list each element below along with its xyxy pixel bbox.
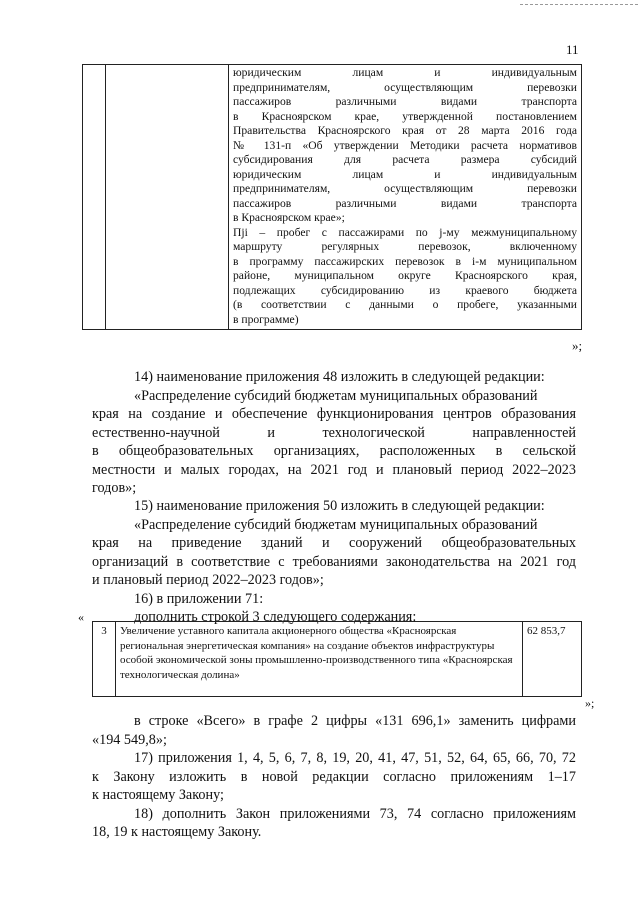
text-line: «Распределение субсидий бюджетам муниципальных образований bbox=[134, 516, 538, 533]
text-line: в строке «Всего» в графе 2 цифры «131 696,1» заменить цифрами bbox=[134, 713, 576, 729]
definition-line: в программе) bbox=[233, 312, 299, 326]
text-line: в общеобразовательных организациях, расположенных в сельской bbox=[92, 443, 576, 459]
definition-line: Правительства Красноярского края от 28 марта 2016 года bbox=[233, 124, 577, 137]
definition-line: в Красноярском крае, утвержденной постановлением bbox=[233, 109, 577, 123]
text-line: годов»; bbox=[92, 480, 137, 496]
table-cell-definitions bbox=[229, 65, 582, 330]
text-line: 14) наименование приложения 48 изложить в следующей редакции: bbox=[134, 369, 545, 385]
text-line: 16) в приложении 71: bbox=[134, 590, 264, 607]
definition-line: пассажиров различными видами транспорта bbox=[233, 196, 577, 210]
definition-line: в программу пассажирских перевозок в i-м муниципальном bbox=[233, 254, 577, 268]
text-line: 17) приложения 1, 4, 5, 6, 7, 8, 19, 20, 41, 47, 51, 52, 64, 65, 66, 70, 72 bbox=[134, 750, 576, 766]
text-line: организаций в соответствие с требованиями законодательства на 2021 год bbox=[92, 553, 576, 570]
definition-line: № 131-п «Об утверждении Методики расчета нормативов bbox=[233, 138, 577, 152]
text-line: «Распределение субсидий бюджетам муниципальных образований bbox=[134, 387, 538, 404]
closing-quote: »; bbox=[572, 338, 583, 353]
text-line: местности и малых городах, на 2021 год и плановый период 2022–2023 bbox=[92, 461, 576, 478]
definition-line: подлежащих субсидированию из краевого бюджета bbox=[233, 283, 577, 297]
definition-line: маршруту регулярных перевозок, включенному bbox=[233, 240, 577, 253]
text-line: и плановый период 2022–2023 годов»; bbox=[92, 572, 324, 588]
definition-line: предпринимателям, осуществляющим перевозки bbox=[233, 182, 577, 195]
item-14 bbox=[92, 368, 576, 498]
text-line: естественно-научной и технологической направленностей bbox=[92, 424, 576, 441]
text-line: края на создание и обеспечение функционирования центров образования bbox=[92, 406, 576, 422]
text-line: 18) дополнить Закон приложениями 73, 74 согласно приложениям bbox=[134, 805, 576, 822]
definition-line: пассажиров различными видами транспорта bbox=[233, 95, 577, 108]
text-line: 18, 19 к настоящему Закону. bbox=[92, 824, 262, 840]
header-rule bbox=[520, 4, 638, 5]
row-number: 3 bbox=[93, 622, 116, 697]
appendix-71-row-table bbox=[92, 621, 582, 697]
text-line: к Закону изложить в новой редакции согласно приложениям 1–17 bbox=[92, 768, 576, 785]
definition-line: районе, муниципальном округе Красноярского края, bbox=[233, 269, 577, 282]
row-description: Увеличение уставного капитала акционерного общества «Красноярская региональная энергетическая компания» на создание объектов инфраструктуры особой экономической зоны промышленно-производственного типа «Красноярская технологическая долина» bbox=[116, 622, 523, 697]
table-cell-empty bbox=[83, 65, 106, 330]
definition-line: юридическим лицам и индивидуальным bbox=[233, 167, 577, 181]
row-value: 62 853,7 bbox=[523, 622, 582, 697]
definition-line: юридическим лицам и индивидуальным bbox=[233, 66, 577, 79]
page-number: 11 bbox=[566, 42, 579, 57]
formula-definitions-table bbox=[82, 64, 582, 330]
text-line: края на приведение зданий и сооружений общеобразовательных bbox=[92, 535, 576, 551]
definition-line: предпринимателям, осуществляющим перевозки bbox=[233, 80, 577, 94]
item-vsego bbox=[92, 712, 576, 842]
definition-line: субсидирования для расчета размера субсидий bbox=[233, 153, 577, 166]
table-cell-empty bbox=[106, 65, 229, 330]
text-line: к настоящему Закону; bbox=[92, 787, 224, 803]
text-line: 15) наименование приложения 50 изложить в следующей редакции: bbox=[134, 498, 545, 514]
opening-quote: « bbox=[78, 610, 84, 624]
definition-line: в Красноярском крае»; bbox=[233, 211, 345, 224]
text-line: дополнить строкой 3 следующего содержания: bbox=[134, 609, 417, 625]
closing-quote: »; bbox=[585, 696, 595, 710]
definition-line: Пji – пробег с пассажирами по j-му межмуниципальному bbox=[233, 225, 577, 239]
table-row bbox=[93, 622, 582, 697]
definition-line: (в соответствии с данными о пробеге, указанными bbox=[233, 298, 577, 311]
item-15 bbox=[92, 497, 576, 627]
text-line: «194 549,8»; bbox=[92, 731, 167, 748]
